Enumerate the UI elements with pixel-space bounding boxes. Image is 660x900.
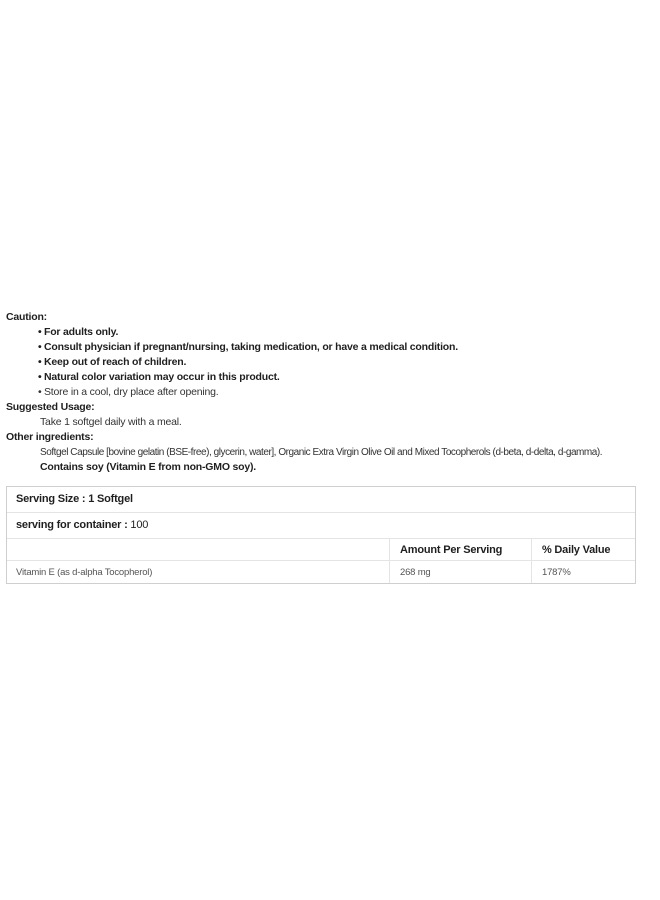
suggested-usage-text: Take 1 softgel daily with a meal. bbox=[40, 416, 182, 428]
caution-item-text: Keep out of reach of children. bbox=[44, 356, 187, 368]
table-row bbox=[7, 561, 635, 583]
daily-value-cell bbox=[531, 561, 635, 583]
bullet-icon: • bbox=[38, 341, 42, 353]
servings-per-container bbox=[16, 519, 148, 531]
bullet-icon: • bbox=[38, 356, 42, 368]
caution-heading: Caution: bbox=[6, 311, 47, 323]
caution-item-text: Consult physician if pregnant/nursing, taking medication, or have a medical condition. bbox=[44, 341, 458, 353]
caution-item bbox=[6, 325, 646, 340]
bullet-icon: • bbox=[38, 326, 42, 338]
servings-per-container-row bbox=[7, 513, 635, 539]
serving-size-row bbox=[7, 487, 635, 513]
servings-label: serving for container : bbox=[16, 519, 128, 531]
ingredient-cell bbox=[7, 561, 389, 583]
caution-item-text: Natural color variation may occur in this product. bbox=[44, 371, 280, 383]
daily-value-header: % Daily Value bbox=[542, 544, 611, 556]
ingredient-name: Vitamin E (as d-alpha Tocopherol) bbox=[16, 567, 153, 578]
ingredient-header-cell bbox=[7, 539, 389, 560]
amount-cell bbox=[389, 561, 531, 583]
other-ingredients-text: Softgel Capsule [bovine gelatin (BSE-free), glycerin, water], Organic Extra Virgin Olive Oil and Mixed Tocopherols (d-beta, d-delta, d-gamma). bbox=[40, 447, 603, 458]
amount-header: Amount Per Serving bbox=[400, 544, 503, 556]
suggested-usage-heading: Suggested Usage: bbox=[6, 401, 95, 413]
other-ingredients-heading: Other ingredients: bbox=[6, 431, 94, 443]
amount-value: 268 mg bbox=[400, 567, 431, 578]
table-header-row bbox=[7, 539, 635, 561]
caution-item bbox=[6, 370, 646, 385]
caution-item-text: For adults only. bbox=[44, 326, 119, 338]
bullet-icon: • bbox=[38, 386, 42, 398]
allergen-statement: Contains soy (Vitamin E from non-GMO soy). bbox=[40, 461, 257, 473]
supplement-facts-panel bbox=[6, 486, 636, 584]
servings-value: 100 bbox=[130, 519, 149, 531]
daily-value: 1787% bbox=[542, 567, 571, 578]
caution-item bbox=[6, 355, 646, 370]
amount-header-cell bbox=[389, 539, 531, 560]
serving-size-label: Serving Size : 1 Softgel bbox=[16, 493, 133, 505]
caution-item bbox=[6, 340, 646, 355]
caution-item bbox=[6, 385, 646, 400]
product-info bbox=[6, 310, 646, 475]
caution-item-text: Store in a cool, dry place after opening. bbox=[44, 386, 219, 398]
daily-value-header-cell bbox=[531, 539, 635, 560]
caution-list bbox=[6, 325, 646, 400]
bullet-icon: • bbox=[38, 371, 42, 383]
